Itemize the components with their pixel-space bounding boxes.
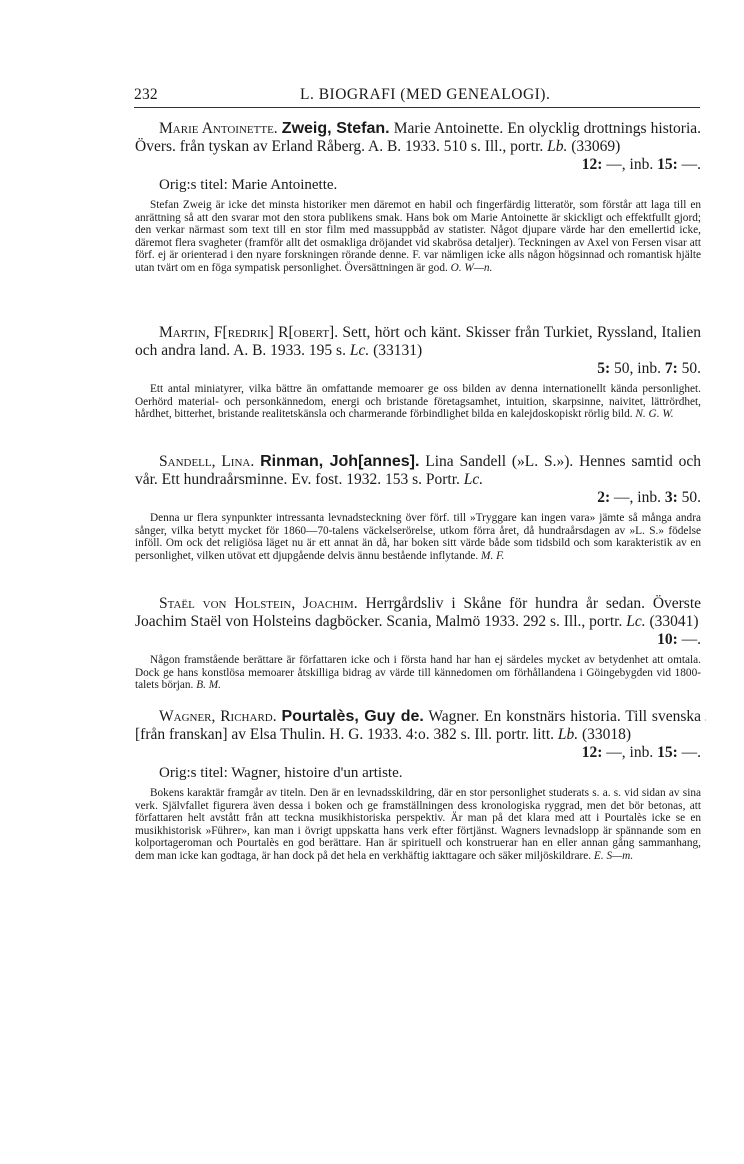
price: 10: —. — [657, 631, 701, 648]
review: Ett antal miniatyrer, vilka bättre än omfattande memoarer ge oss bilden av denna internationellt kända personlighet. Oerhörd material- och personkännedom, energi och bristande företagsamhet, intuition, skarpsinne, naivitet, lättrördhet, hårdhet, bitterhet, bristande realitetskänsla och charmerande förbindlighet bilda en kalejdoskopiskt rörlig bild. N. G. W. — [135, 383, 701, 421]
library-code: Lc. — [463, 471, 484, 488]
subject-heading: Wagner, Richard. — [159, 708, 277, 725]
review: Stefan Zweig är icke det minsta historiker men däremot en habil och fingerfärdig litteratör, som förstår att laga till en anrättning så att den svarar mot den stora publikens smak. Hans bok om Marie Antoinette är skickligt och effektfullt gjord; den verkar närmast som text till en stor film med massuppbåd av statister. Något djupare värde har den emellertid icke, däremot flera svagheter (framför allt det osmakliga dröjandet vid skabrösa detaljer). Teckningen av Axel von Fersen visar att förf. ej är orienterad i den nyare forskningen rörande denne. F. var nämligen icke alls någon högsinnad och romantisk hjälte utan tvärt om en föga sympatisk personlighet. Översättningen är god. O. W—n. — [135, 199, 701, 274]
citation — [135, 708, 701, 744]
review: Någon framstående berättare är författaren icke och i första hand har han ej särdeles mycket av betydenhet att omtala. Dock ge hans konstlösa memoarer åtskilliga bidrag av värde till kännedomen om förhållandena i Göingebygden vid 1800-talets början. B. M. — [135, 654, 701, 692]
subject-heading: Martin, F[redrik] R[obert]. — [159, 324, 339, 341]
reviewer-signature: M. F. — [481, 549, 505, 562]
entry-sandell — [135, 453, 701, 562]
subject-heading: Sandell, Lina. — [159, 453, 255, 470]
citation-text: Marie Antoinette. En olycklig drottnings historia. Övers. från tyskan av Erland Råberg. A. B. 1933. 510 s. Ill., portr. — [135, 120, 702, 155]
page-number: 232 — [134, 86, 158, 103]
original-title: Orig:s titel: Wagner, histoire d'un artiste. — [159, 765, 403, 781]
price: 12: —, inb. 15: —. — [581, 744, 701, 761]
review: Denna ur flera synpunkter intressanta levnadsteckning över förf. till »Tryggare kan ingen vara» jämte så många andra sånger, vilka betytt mycket för 1860—70-talens väckelserörelse, utkom förra året, då hundraårsdagen av »L. S.» födelse inföll. Om ock det religiösa läget nu är ett annat än då, har boken sitt värde både som tidsbild och som karakteristik av en personlighet, vilken utövat ett djupgående delvis ännu bestående inflytande. M. F. — [135, 512, 701, 562]
subject-heading: Marie Antoinette. — [159, 120, 278, 137]
citation-text: Sett, hört och känt. Skisser från Turkiet, Ryssland, Italien och andra land. A. B. 1933. 195 s. — [135, 324, 701, 359]
citation — [135, 453, 701, 489]
library-code: Lb. — [547, 138, 568, 155]
catalog-number: (33131) — [373, 342, 423, 359]
reviewer-signature: E. S—m. — [593, 849, 634, 862]
citation — [135, 324, 701, 360]
entry-marie-antoinette — [135, 120, 701, 275]
original-title: Orig:s titel: Marie Antoinette. — [159, 177, 338, 193]
header-rule — [134, 107, 700, 108]
library-code: Lc. — [349, 342, 370, 359]
page-header — [134, 86, 700, 106]
author-name: Pourtalès, Guy de. — [281, 708, 424, 725]
author-name: Zweig, Stefan. — [281, 120, 390, 137]
reviewer-signature: B. M. — [196, 679, 221, 692]
subject-heading: Staël von Holstein, Joachim. — [159, 595, 358, 612]
catalog-number: (33041) — [649, 613, 699, 630]
running-title: L. BIOGRAFI (MED GENEALOGI). — [300, 86, 551, 103]
citation-text: Wagner. En konstnärs historia. Till svenska [från franskan] av Elsa Thulin. H. G. 1933. 4:o. 382 s. Ill. portr. litt. — [135, 708, 701, 743]
price: 5: 50, inb. 7: 50. — [597, 360, 701, 377]
reviewer-signature: O. W—n. — [450, 261, 493, 274]
citation-text: Herrgårdsliv i Skåne för hundra år sedan. Överste Joachim Staël von Holsteins dagböcker. Scania, Malmö 1933. 292 s. Ill., portr. — [135, 595, 702, 630]
author-name: Rinman, Joh[annes]. — [260, 453, 420, 470]
citation-text: Lina Sandell (»L. S.»). Hennes samtid och vår. Ett hundraårsminne. Ev. fost. 1932. 153 s. Portr. — [135, 453, 702, 488]
catalog-number: (33069) — [571, 138, 621, 155]
entry-stael-von-holstein — [135, 595, 701, 692]
reviewer-signature: N. G. W. — [635, 408, 674, 421]
entry-wagner — [135, 708, 701, 863]
library-code: Lb. — [557, 726, 579, 743]
price: 2: —, inb. 3: 50. — [597, 489, 701, 506]
citation — [135, 120, 701, 156]
price: 12: —, inb. 15: —. — [581, 156, 701, 173]
library-code: Lc. — [626, 613, 646, 630]
catalog-number: (33018) — [582, 726, 632, 743]
review: Bokens karaktär framgår av titeln. Den är en levnadsskildring, där en stor personlighet studerats s. a. s. vid sidan av sina verk. Självfallet figurera även dessa i boken och ge framställningen dess kronologiska ryggrad, men det bör betonas, att författaren helt avstått från att teckna musikhistoriska perspektiv. Är man på det klara med att i Pourtalès icke se en musikhistorisk »Führer», kan man i övrigt uppskatta hans verk efter förtjänst. Wagners levnadslopp är spännande som en kolportageroman och Pourtalès en god berättare. Han är spirituell och konstruerar han en eller annan gång sammanhang, dem man icke kan godtaga, är han dock på det hela en verkhäftig iakttagare och säker miljöskildrare. E. S—m. — [135, 787, 701, 862]
entry-martin — [135, 324, 701, 421]
print-speck: · — [704, 716, 707, 725]
citation — [135, 595, 701, 631]
